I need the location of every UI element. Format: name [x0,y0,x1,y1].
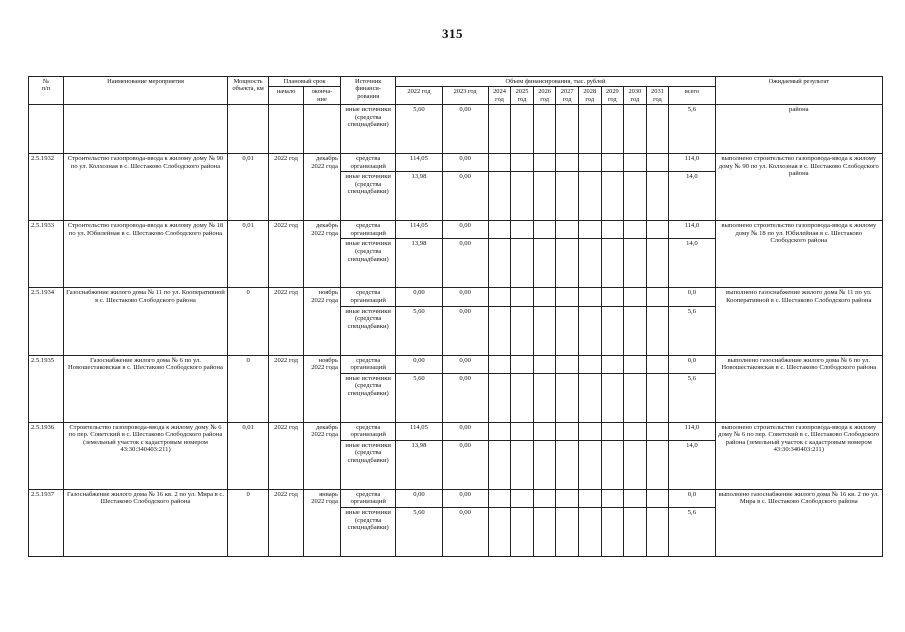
row-capacity: 0,01 [228,154,269,221]
table-row [29,489,883,507]
row-source-1: средства организаций [340,489,395,507]
header-y2025: 2025 год [511,87,534,105]
row-name: Строительство газопровода-ввода к жилому дому № 90 по ул. Колхозная в с. Шестаково Слободского района [63,154,227,221]
row-result: выполнено газоснабжение жилого дома № 6 по ул. Новошестаковская в с. Шестаково Слободского района [715,355,882,422]
row-result: выполнено строительство газопровода-ввода к жилому дому № 6 по пер. Советский в с. Шестаково Слободского района (земельный участок с кадастровым номером 43:30:340403:211) [715,422,882,489]
header-planned-term: Плановый срок [269,77,341,87]
header-y2026: 2026 год [533,87,556,105]
row-y2022-1: 0,00 [396,489,442,507]
table-row [29,355,883,373]
header-total: всего [669,87,715,105]
row-source-1: средства организаций [340,221,395,239]
financing-plan-table [28,76,883,557]
row-source-2: иные источники (средства спецнадбавки) [340,440,395,489]
row-start: 2022 год [269,221,304,288]
row-name: Газоснабжение жилого дома № 16 кв. 2 по ул. Мира в с. Шестаково Слободского района [63,489,227,556]
cont-y2022: 5,60 [396,105,442,154]
row-y2023-2: 0,00 [442,239,488,288]
cont-total: 5,6 [669,105,715,154]
row-end: декабрь 2022 года [304,422,341,489]
row-start: 2022 год [269,154,304,221]
header-capacity: Мощность объекта, км [228,77,269,105]
row-total-1: 114,0 [669,422,715,440]
header-start: начало [269,87,304,105]
row-total-1: 0,0 [669,355,715,373]
header-end: оконча- ние [304,87,341,105]
header-source: Источник финанси- рования [340,77,395,105]
row-start: 2022 год [269,355,304,422]
row-num: 2.5.1936 [29,422,64,489]
row-num: 2.5.1937 [29,489,64,556]
row-num: 2.5.1934 [29,288,64,355]
row-y2023-2: 0,00 [442,172,488,221]
row-total-1: 114,0 [669,154,715,172]
row-y2023-2: 0,00 [442,440,488,489]
row-total-2: 5,6 [669,508,715,557]
row-start: 2022 год [269,489,304,556]
continuation-row [29,105,883,154]
row-num: 2.5.1933 [29,221,64,288]
row-start: 2022 год [269,288,304,355]
row-y2022-1: 114,05 [396,422,442,440]
row-result: выполнено строительство газопровода-ввода к жилому дому № 18 по ул. Юбилейная в с. Шестаково Слободского района [715,221,882,288]
row-y2022-1: 114,05 [396,221,442,239]
row-end: январь 2022 года [304,489,341,556]
row-start: 2022 год [269,422,304,489]
row-y2023-2: 0,00 [442,508,488,557]
row-end: декабрь 2022 года [304,154,341,221]
cont-name [63,105,227,154]
row-y2022-1: 114,05 [396,154,442,172]
header-y2029: 2029 год [601,87,624,105]
row-capacity: 0 [228,489,269,556]
header-name: Наименование мероприятия [63,77,227,105]
row-y2023-1: 0,00 [442,422,488,440]
row-capacity: 0 [228,355,269,422]
row-y2023-1: 0,00 [442,221,488,239]
row-y2022-1: 0,00 [396,288,442,306]
row-source-1: средства организаций [340,422,395,440]
row-capacity: 0,01 [228,221,269,288]
row-y2022-2: 5,60 [396,306,442,355]
header-y2022: 2022 год [396,87,442,105]
row-num: 2.5.1932 [29,154,64,221]
row-source-2: иные источники (средства спецнадбавки) [340,306,395,355]
table-row [29,154,883,172]
row-y2022-2: 13,98 [396,172,442,221]
row-source-2: иные источники (средства спецнадбавки) [340,172,395,221]
row-y2023-1: 0,00 [442,288,488,306]
row-result: выполнено газоснабжение жилого дома № 11 по ул. Кооперативной в с. Шестаково Слободского района [715,288,882,355]
row-y2023-1: 0,00 [442,489,488,507]
row-source-1: средства организаций [340,355,395,373]
header-y2028: 2028 год [578,87,601,105]
row-total-1: 0,0 [669,288,715,306]
header-row [29,77,883,87]
table-row [29,221,883,239]
row-source-2: иные источники (средства спецнадбавки) [340,239,395,288]
row-result: выполнено газоснабжение жилого дома № 16 кв. 2 по ул. Мира в с. Шестаково Слободского района [715,489,882,556]
header-y2031: 2031 год [646,87,669,105]
row-end: декабрь 2022 года [304,221,341,288]
cont-end [304,105,341,154]
row-total-1: 0,0 [669,489,715,507]
row-y2023-1: 0,00 [442,355,488,373]
header-funding-group: Объем финансирования, тыс. рублей [396,77,715,87]
row-y2023-2: 0,00 [442,373,488,422]
row-source-1: средства организаций [340,154,395,172]
row-name: Газоснабжение жилого дома № 11 по ул. Кооперативной в с. Шестаково Слободского района [63,288,227,355]
row-capacity: 0 [228,288,269,355]
row-y2022-2: 13,98 [396,440,442,489]
header-result: Ожидаемый результат [715,77,882,105]
cont-start [269,105,304,154]
header-y2023: 2023 год [442,87,488,105]
row-num: 2.5.1935 [29,355,64,422]
row-y2022-2: 13,98 [396,239,442,288]
row-total-2: 14,0 [669,239,715,288]
row-y2022-2: 5,60 [396,508,442,557]
row-name: Строительство газопровода-ввода к жилому дому № 6 по пер. Советский в с. Шестаково Слободского района (земельный участок с кадастровым номером 43:30:340403:211) [63,422,227,489]
row-name: Строительство газопровода-ввода к жилому дому № 18 по ул. Юбилейная в с. Шестаково Слободского района [63,221,227,288]
row-source-1: средства организаций [340,288,395,306]
header-y2027: 2027 год [556,87,579,105]
table-row [29,422,883,440]
cont-y2023: 0,00 [442,105,488,154]
row-y2022-1: 0,00 [396,355,442,373]
header-y2024: 2024 год [488,87,511,105]
row-total-2: 14,0 [669,440,715,489]
row-total-2: 5,6 [669,306,715,355]
cont-num [29,105,64,154]
row-y2023-2: 0,00 [442,306,488,355]
table-row [29,288,883,306]
row-result: выполнено строительство газопровода-ввода к жилому дому № 90 по ул. Колхозная в с. Шестаково Слободского района [715,154,882,221]
cont-capacity [228,105,269,154]
row-y2023-1: 0,00 [442,154,488,172]
row-total-1: 114,0 [669,221,715,239]
page-number: 315 [442,26,463,41]
row-capacity: 0,01 [228,422,269,489]
row-total-2: 5,6 [669,373,715,422]
row-source-2: иные источники (средства спецнадбавки) [340,373,395,422]
header-num: № п/п [29,77,64,105]
row-end: ноябрь 2022 года [304,288,341,355]
row-y2022-2: 5,60 [396,373,442,422]
row-source-2: иные источники (средства спецнадбавки) [340,508,395,557]
header-y2030: 2030 год [624,87,647,105]
cont-source: иные источники (средства спецнадбавки) [340,105,395,154]
row-total-2: 14,0 [669,172,715,221]
cont-result: района [715,105,882,154]
row-name: Газоснабжение жилого дома № 6 по ул. Новошестаковская в с. Шестаково Слободского района [63,355,227,422]
row-end: ноябрь 2022 года [304,355,341,422]
